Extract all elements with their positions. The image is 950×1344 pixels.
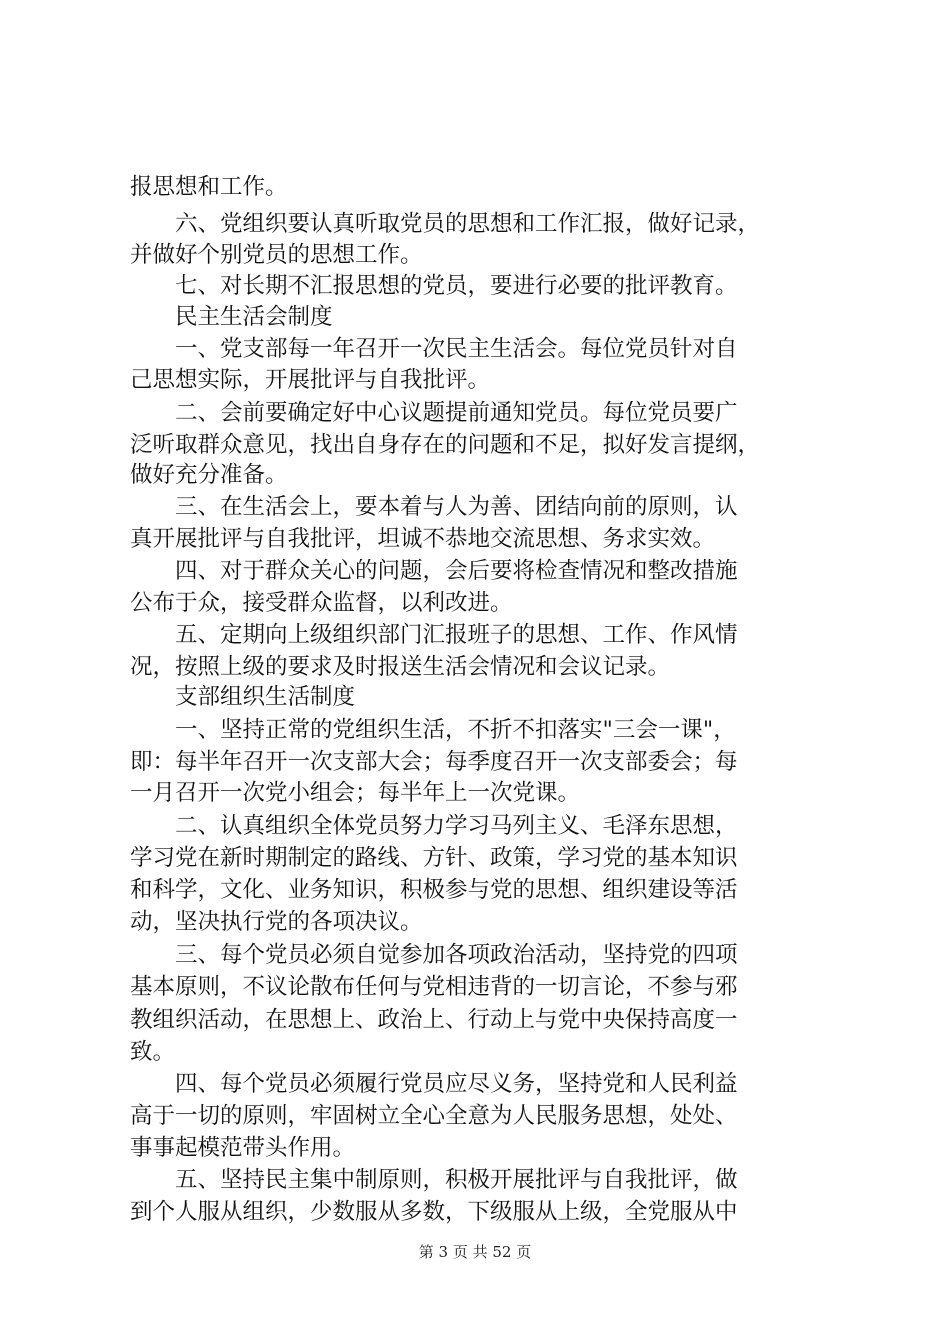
text-line: 七、对长期不汇报思想的党员，要进行必要的批评教育。 <box>175 273 738 299</box>
text-line: 五、坚持民主集中制原则，积极开展批评与自我批评，做 <box>175 1167 738 1193</box>
text-line: 二、认真组织全体党员努力学习马列主义、毛泽东思想， <box>175 813 738 839</box>
page-number: 第 3 页 共 52 页 <box>418 1243 532 1261</box>
text-line: 即：每半年召开一次支部大会；每季度召开一次支部委会；每 <box>130 749 738 775</box>
text-line: 报思想和工作。 <box>130 174 288 200</box>
text-line: 泛听取群众意见，找出自身存在的问题和不足，拟好发言提纲， <box>130 432 761 458</box>
text-line: 并做好个别党员的思想工作。 <box>130 242 423 268</box>
text-line: 真开展批评与自我批评，坦诚不恭地交流思想、务求实效。 <box>130 526 716 552</box>
text-line: 二、会前要确定好中心议题提前通知党员。每位党员要广 <box>175 400 738 426</box>
text-line: 己思想实际，开展批评与自我批评。 <box>130 367 491 393</box>
text-line: 致。 <box>130 1039 176 1065</box>
text-line: 三、在生活会上，要本着与人为善、团结向前的原则，认 <box>175 494 738 520</box>
text-line: 三、每个党员必须自觉参加各项政治活动，坚持党的四项 <box>175 942 738 968</box>
text-line: 事事起模范带头作用。 <box>130 1135 356 1161</box>
text-line: 教组织活动，在思想上、政治上、行动上与党中央保持高度一 <box>130 1007 738 1033</box>
text-line: 四、对于群众关心的问题，会后要将检查情况和整改措施 <box>175 558 738 584</box>
text-line: 和科学，文化、业务知识，积极参与党的思想、组织建设等活 <box>130 877 738 903</box>
text-line: 四、每个党员必须履行党员应尽义务，坚持党和人民利益 <box>175 1071 738 1097</box>
section-heading: 民主生活会制度 <box>175 304 333 330</box>
text-line: 到个人服从组织，少数服从多数，下级服从上级，全党服从中 <box>130 1199 738 1225</box>
text-line: 六、党组织要认真听取党员的思想和工作汇报，做好记录， <box>175 211 761 237</box>
text-line: 五、定期向上级组织部门汇报班子的思想、工作、作风情 <box>175 622 738 648</box>
text-line: 公布于众，接受群众监督，以利改进。 <box>130 590 513 616</box>
text-line: 做好充分准备。 <box>130 462 288 488</box>
text-line: 一月召开一次党小组会；每半年上一次党课。 <box>130 780 581 806</box>
section-heading: 支部组织生活制度 <box>175 684 356 710</box>
text-line: 一、党支部每一年召开一次民主生活会。每位党员针对自 <box>175 336 738 362</box>
text-line: 况，按照上级的要求及时报送生活会情况和会议记录。 <box>130 654 671 680</box>
text-line: 一、坚持正常的党组织生活，不折不扣落实"三会一课"， <box>175 717 736 743</box>
text-line: 高于一切的原则，牢固树立全心全意为人民服务思想，处处、 <box>130 1103 738 1129</box>
text-line: 学习党在新时期制定的路线、方针、政策，学习党的基本知识 <box>130 845 738 871</box>
text-line: 动，坚决执行党的各项决议。 <box>130 909 423 935</box>
text-line: 基本原则，不议论散布任何与党相违背的一切言论，不参与邪 <box>130 974 738 1000</box>
